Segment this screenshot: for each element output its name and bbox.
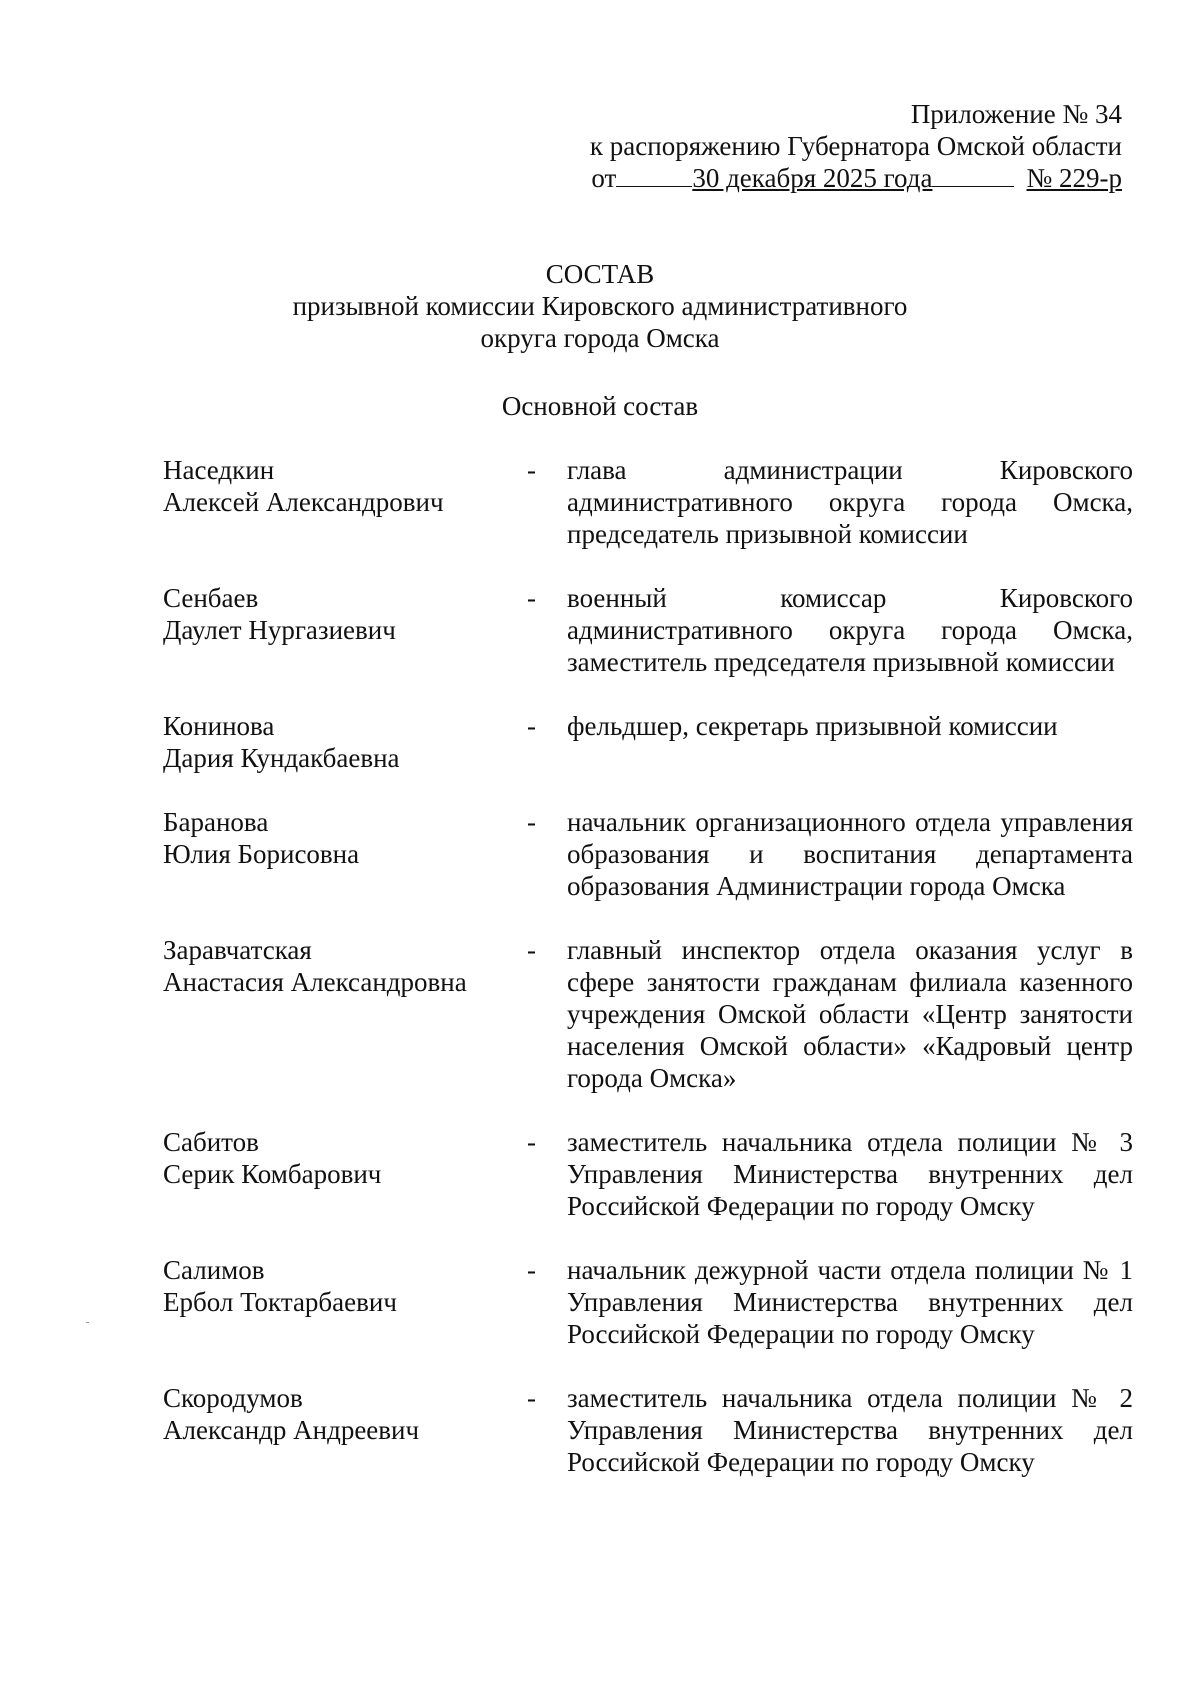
appendix-reference: к распоряжению Губернатора Омской области [589,131,1122,161]
member-row [163,806,1133,902]
member-name [163,1126,523,1222]
member-dash: - [527,1383,536,1413]
appendix-date: 30 декабря 2025 года [692,163,933,193]
member-name [163,582,523,678]
member-role: начальник дежурной части отдела полиции № 1 Управления Министерства внутренних дел Российской Федерации по городу Омску [567,1255,1133,1349]
member-role: заместитель начальника отдела полиции № 3 Управления Министерства внутренних дел Российской Федерации по городу Омску [567,1127,1133,1221]
member-dash: - [527,935,536,965]
member-row [163,1126,1133,1222]
member-role: главный инспектор отдела оказания услуг в сфере занятости гражданам филиала казенного учреждения Омской области «Центр занятости населения Омской области» «Кадровый центр города Омска» [567,935,1133,1093]
appendix-date-line [522,162,1122,194]
member-name [163,934,523,1094]
member-surname: Заравчатская [163,935,312,965]
member-name [163,710,523,774]
member-given-names: Дария Кундакбаевна [163,743,400,773]
member-dash: - [527,583,536,613]
member-surname: Скородумов [163,1383,303,1413]
member-given-names: Ербол Токтарбаевич [163,1287,397,1317]
member-row [163,454,1133,550]
member-dash: - [527,1255,536,1285]
title-line-3: округа города Омска [480,323,720,353]
member-list [163,454,1133,1510]
appendix-number: Приложение № 34 [910,99,1122,129]
member-surname: Сенбаев [163,583,259,613]
member-dash: - [527,455,536,485]
member-surname: Сабитов [163,1127,259,1157]
section-title: Основной состав [501,391,699,421]
member-given-names: Юлия Борисовна [163,839,360,869]
member-row [163,1254,1133,1350]
member-surname: Конинова [163,711,275,741]
member-given-names: Серик Комбарович [163,1159,382,1189]
member-name [163,1254,523,1350]
date-blank-after [932,162,1014,187]
member-name [163,806,523,902]
member-surname: Салимов [163,1255,265,1285]
member-role: начальник организационного отдела управления образования и воспитания департамента образования Администрации города Омска [567,807,1133,901]
title-line-2: призывной комиссии Кировского административного [292,291,908,321]
member-dash: - [527,1127,536,1157]
member-role: военный комиссар Кировского административного округа города Омска, заместитель председателя призывной комиссии [567,583,1133,677]
order-number: № 229-р [1026,163,1122,193]
date-blank-before [616,162,692,187]
document-title [0,258,1200,354]
member-dash: - [527,807,536,837]
appendix-header [522,98,1122,194]
member-surname: Наседкин [163,455,275,485]
member-given-names: Даулет Нургазиевич [163,615,396,645]
title-heading: СОСТАВ [545,259,655,289]
member-name [163,454,523,550]
member-row [163,710,1133,774]
member-given-names: Алексей Александрович [163,487,444,517]
member-role: заместитель начальника отдела полиции № 2 Управления Министерства внутренних дел Российской Федерации по городу Омску [567,1383,1133,1477]
scan-artifact-mark [86,1322,89,1323]
member-name [163,1382,523,1478]
member-dash: - [527,711,536,741]
member-role: глава администрации Кировского административного округа города Омска, председатель призывной комиссии [567,455,1133,549]
member-row [163,1382,1133,1478]
member-row [163,582,1133,678]
member-role: фельдшер, секретарь призывной комиссии [567,711,1058,741]
member-given-names: Александр Андреевич [163,1415,420,1445]
member-row [163,934,1133,1094]
member-given-names: Анастасия Александровна [163,967,467,997]
member-surname: Баранова [163,807,269,837]
date-prefix: от [591,163,617,193]
